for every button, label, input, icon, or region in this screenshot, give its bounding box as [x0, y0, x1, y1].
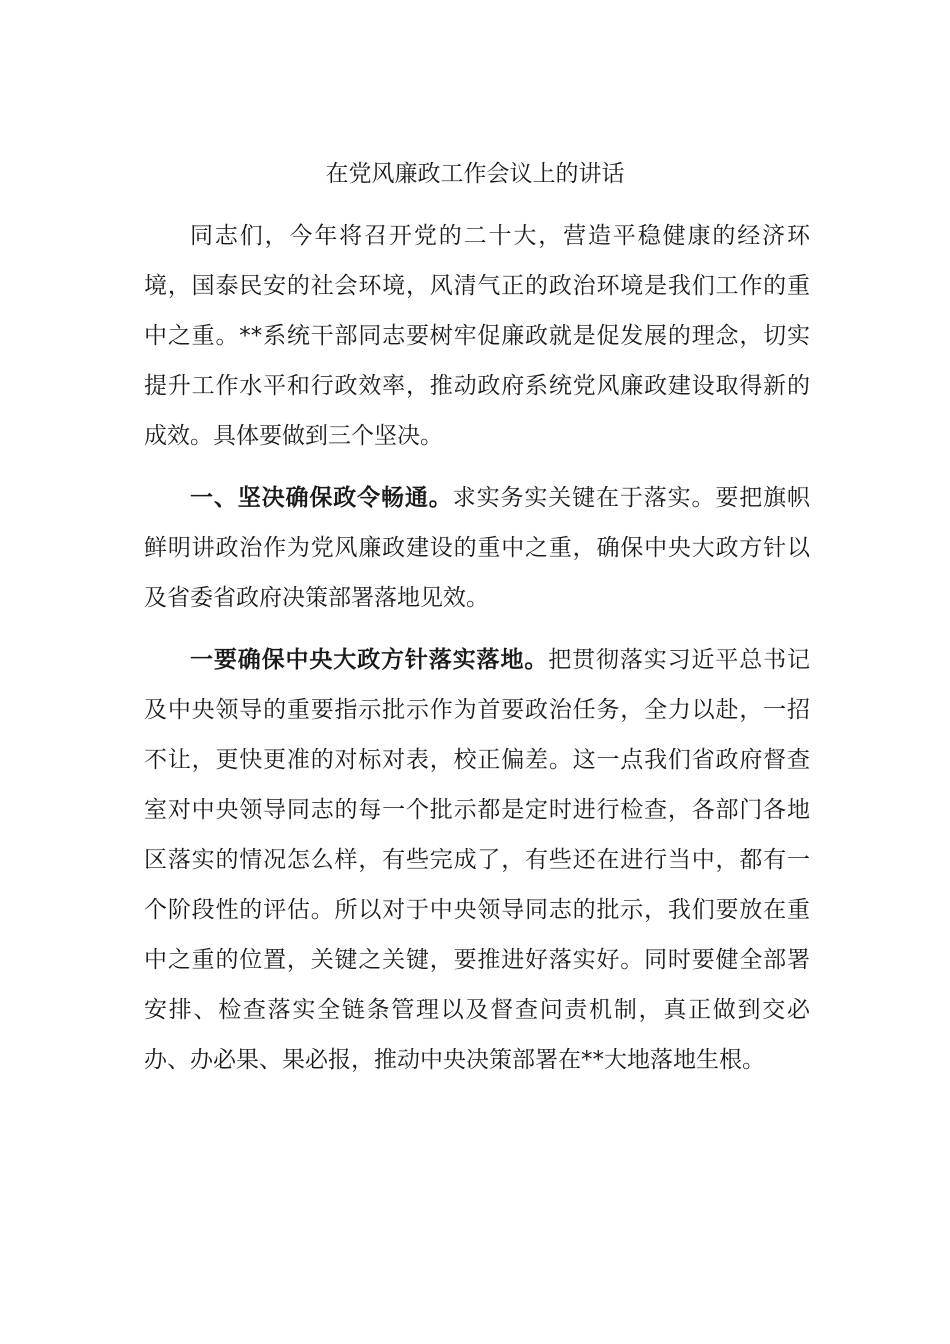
- paragraph-text: 把贯彻落实习近平总书记及中央领导的重要指示批示作为首要政治任务，全力以赴，一招不让，更快更准的对标对表，校正偏差。这一点我们省政府督查室对中央领导同志的每一个批示都是定时进行检查，各部门各地区落实的情况怎么样，有些完成了，有些还在进行当中，都有一个阶段性的评估。所以对于中央领导同志的批示，我们要放在重中之重的位置，关键之关键，要推进好落实好。同时要健全部署安排、检查落实全链条管理以及督查问责机制，真正做到交必办、办必果、果必报，推动中央决策部署在**大地落地生根。: [144, 647, 811, 1073]
- paragraph-opening: [144, 211, 810, 461]
- paragraph-section-one: [144, 473, 810, 623]
- document-title: 在党风廉政工作会议上的讲话: [325, 161, 625, 187]
- paragraph-text: 同志们，今年将召开党的二十大，营造平稳健康的经济环境，国泰民安的社会环境，风清气正的政治环境是我们工作的重中之重。**系统干部同志要树牢促廉政就是促发展的理念，切实提升工作水平和行政效率，推动政府系统党风廉政建设取得新的成效。具体要做到三个坚决。: [144, 223, 810, 449]
- section-heading: 一、坚决确保政令畅通。: [190, 485, 453, 511]
- paragraph-text: 求实务实关键在于落实。要把旗帜鲜明讲政治作为党风廉政建设的重中之重，确保中央大政方针以及省委省政府决策部署落地见效。: [144, 485, 811, 611]
- paragraph-subsection-one: [144, 635, 810, 1085]
- subsection-heading: 一要确保中央大政方针落实落地。: [190, 647, 549, 673]
- document-body: [144, 211, 810, 1085]
